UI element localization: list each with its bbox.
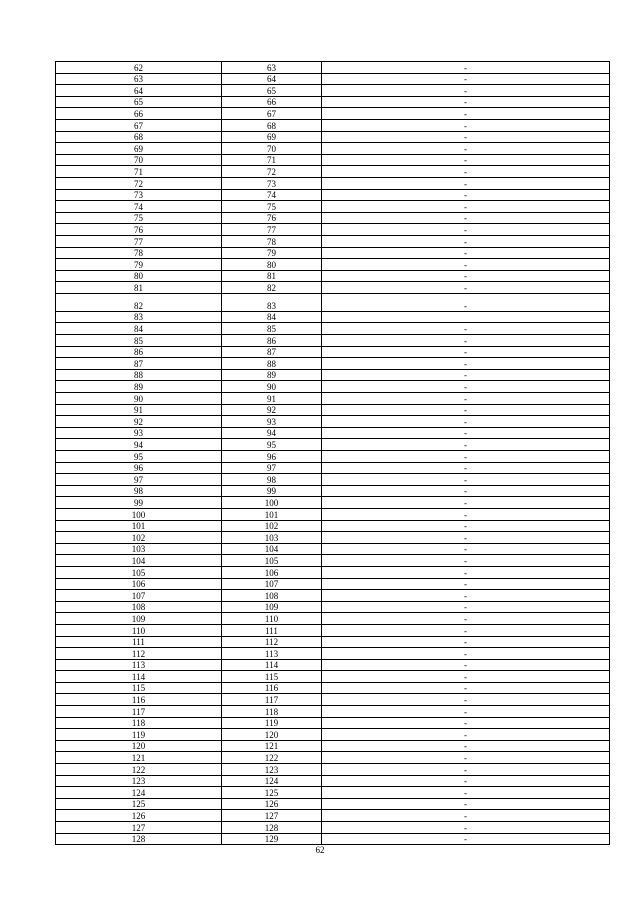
table-row	[56, 601, 610, 613]
table-cell: 91	[222, 393, 322, 405]
table-row	[56, 212, 610, 224]
table-cell: 95	[222, 439, 322, 451]
table-row	[56, 335, 610, 347]
table-cell: 118	[56, 717, 222, 729]
table-cell: 119	[56, 729, 222, 741]
table-row	[56, 624, 610, 636]
table-cell: 68	[56, 131, 222, 143]
table-cell: -	[322, 671, 610, 683]
table-row	[56, 166, 610, 178]
table-cell: 80	[56, 270, 222, 282]
table-cell: -	[322, 474, 610, 486]
table-cell: 87	[222, 346, 322, 358]
table-cell: 82	[222, 282, 322, 294]
table-cell: -	[322, 323, 610, 335]
table-cell: 98	[56, 485, 222, 497]
table-cell: -	[322, 439, 610, 451]
table-row	[56, 659, 610, 671]
table-cell: -	[322, 694, 610, 706]
table-cell: 124	[222, 775, 322, 787]
table-cell: -	[322, 96, 610, 108]
table-cell: 75	[222, 201, 322, 213]
table-cell: -	[322, 85, 610, 97]
table-cell: 95	[56, 451, 222, 463]
table-row	[56, 358, 610, 370]
table-cell: 125	[56, 798, 222, 810]
table-cell: 121	[222, 740, 322, 752]
table-cell: 65	[56, 96, 222, 108]
table-cell: -	[322, 648, 610, 660]
table-cell: -	[322, 119, 610, 131]
table-row	[56, 543, 610, 555]
table-cell: 64	[56, 85, 222, 97]
table-cell: 125	[222, 787, 322, 799]
table-row	[56, 143, 610, 155]
table-cell: 82	[56, 293, 222, 311]
table-row	[56, 235, 610, 247]
table-cell: 90	[222, 381, 322, 393]
table-cell: 126	[222, 798, 322, 810]
table-cell: 74	[222, 189, 322, 201]
table-cell: 124	[56, 787, 222, 799]
table-row	[56, 497, 610, 509]
table-row	[56, 73, 610, 85]
table-cell: -	[322, 427, 610, 439]
table-row	[56, 694, 610, 706]
table-row	[56, 775, 610, 787]
table-cell: 78	[56, 247, 222, 259]
table-cell: -	[322, 224, 610, 236]
table-cell: -	[322, 729, 610, 741]
table-cell: -	[322, 73, 610, 85]
table-cell: 84	[56, 323, 222, 335]
table-cell: 84	[222, 311, 322, 323]
table-cell: 86	[222, 335, 322, 347]
table-cell: 114	[222, 659, 322, 671]
table-cell: 109	[56, 613, 222, 625]
table-row	[56, 508, 610, 520]
table-cell: 91	[56, 404, 222, 416]
table-cell: -	[322, 659, 610, 671]
table-cell: 87	[56, 358, 222, 370]
table-cell: -	[322, 131, 610, 143]
table-cell: -	[322, 166, 610, 178]
table-cell: 106	[222, 566, 322, 578]
table-cell: 93	[56, 427, 222, 439]
table-cell: 68	[222, 119, 322, 131]
table-cell: 113	[56, 659, 222, 671]
table-cell: 102	[222, 520, 322, 532]
table-cell: -	[322, 775, 610, 787]
table-cell: -	[322, 601, 610, 613]
table-cell: 69	[56, 143, 222, 155]
table-cell: 115	[222, 671, 322, 683]
table-cell: 101	[56, 520, 222, 532]
table-row	[56, 752, 610, 764]
table-cell: 114	[56, 671, 222, 683]
table-cell: -	[322, 62, 610, 74]
table-cell: 110	[222, 613, 322, 625]
table-cell: 117	[222, 694, 322, 706]
table-cell: -	[322, 717, 610, 729]
table-cell: -	[322, 335, 610, 347]
table-cell: -	[322, 822, 610, 834]
table-cell: 74	[56, 201, 222, 213]
table-cell: 110	[56, 624, 222, 636]
table-row	[56, 740, 610, 752]
table-cell: -	[322, 485, 610, 497]
table-cell: -	[322, 613, 610, 625]
table-cell: -	[322, 636, 610, 648]
table-row	[56, 85, 610, 97]
table-cell: 67	[222, 108, 322, 120]
table-cell: -	[322, 235, 610, 247]
table-cell: -	[322, 590, 610, 602]
table-cell: -	[322, 358, 610, 370]
table-row	[56, 810, 610, 822]
table-row	[56, 154, 610, 166]
table-cell: -	[322, 189, 610, 201]
table-row	[56, 520, 610, 532]
table-cell: 108	[222, 590, 322, 602]
table-cell: 85	[222, 323, 322, 335]
table-row	[56, 270, 610, 282]
table-row	[56, 293, 610, 311]
table-cell: 120	[56, 740, 222, 752]
table-cell: 127	[222, 810, 322, 822]
table-cell: 122	[222, 752, 322, 764]
table-cell: 103	[222, 532, 322, 544]
table-cell: 111	[56, 636, 222, 648]
table-cell: -	[322, 143, 610, 155]
table-row	[56, 706, 610, 718]
table-row	[56, 369, 610, 381]
table-cell: 104	[56, 555, 222, 567]
table-cell: -	[322, 154, 610, 166]
table-cell: 112	[222, 636, 322, 648]
table-cell: 85	[56, 335, 222, 347]
table-cell: 62	[56, 62, 222, 74]
table-cell: -	[322, 393, 610, 405]
table-cell: -	[322, 764, 610, 776]
table-cell: 90	[56, 393, 222, 405]
table-row	[56, 729, 610, 741]
table-cell: -	[322, 247, 610, 259]
table-cell: 99	[222, 485, 322, 497]
table-cell: -	[322, 282, 610, 294]
table-cell: 81	[222, 270, 322, 282]
table-row	[56, 189, 610, 201]
table-row	[56, 764, 610, 776]
table-cell: 73	[56, 189, 222, 201]
table-cell: 122	[56, 764, 222, 776]
table-cell: 63	[56, 73, 222, 85]
table-cell: -	[322, 259, 610, 271]
table-cell: -	[322, 833, 610, 845]
table-cell: -	[322, 108, 610, 120]
table-row	[56, 96, 610, 108]
table-cell: 129	[222, 833, 322, 845]
table-row	[56, 108, 610, 120]
table-row	[56, 416, 610, 428]
table-row	[56, 346, 610, 358]
table-cell: 77	[222, 224, 322, 236]
table-cell: -	[322, 566, 610, 578]
table-row	[56, 381, 610, 393]
table-cell: 118	[222, 706, 322, 718]
table-cell: -	[322, 462, 610, 474]
table-cell: 99	[56, 497, 222, 509]
table-row	[56, 566, 610, 578]
table-cell: 64	[222, 73, 322, 85]
table-cell: 115	[56, 682, 222, 694]
table-body	[56, 62, 610, 845]
table-cell: 69	[222, 131, 322, 143]
table-cell: 92	[56, 416, 222, 428]
table-cell: 107	[222, 578, 322, 590]
table-cell: 66	[56, 108, 222, 120]
table-cell: 109	[222, 601, 322, 613]
table-row	[56, 648, 610, 660]
table-cell: 117	[56, 706, 222, 718]
table-row	[56, 439, 610, 451]
table-cell: -	[322, 752, 610, 764]
table-row	[56, 177, 610, 189]
table-row	[56, 119, 610, 131]
table-cell: 76	[222, 212, 322, 224]
table-cell: -	[322, 451, 610, 463]
table-row	[56, 578, 610, 590]
table-cell: 86	[56, 346, 222, 358]
table-cell: 107	[56, 590, 222, 602]
table-row	[56, 62, 610, 74]
table-cell: 79	[56, 259, 222, 271]
table-cell: 106	[56, 578, 222, 590]
table-row	[56, 474, 610, 486]
table-cell: -	[322, 369, 610, 381]
table-row	[56, 485, 610, 497]
table-cell: 76	[56, 224, 222, 236]
table-cell: -	[322, 555, 610, 567]
table-cell: 89	[222, 369, 322, 381]
table-cell: 83	[222, 293, 322, 311]
table-cell: 97	[56, 474, 222, 486]
table-row	[56, 247, 610, 259]
table-cell: -	[322, 520, 610, 532]
table-cell: -	[322, 201, 610, 213]
table-row	[56, 636, 610, 648]
table-cell: 121	[56, 752, 222, 764]
table-cell: 97	[222, 462, 322, 474]
table-cell: 88	[222, 358, 322, 370]
table-row	[56, 427, 610, 439]
table-cell: 116	[56, 694, 222, 706]
table-cell: -	[322, 346, 610, 358]
table-row	[56, 555, 610, 567]
table-cell: 78	[222, 235, 322, 247]
table-cell: 94	[56, 439, 222, 451]
table-cell: 128	[56, 833, 222, 845]
table-row	[56, 717, 610, 729]
table-cell	[322, 311, 610, 323]
table-cell: 65	[222, 85, 322, 97]
table-cell: 104	[222, 543, 322, 555]
table-cell: 71	[222, 154, 322, 166]
table-cell: 96	[56, 462, 222, 474]
table-row	[56, 822, 610, 834]
table-cell: 71	[56, 166, 222, 178]
table-cell: 113	[222, 648, 322, 660]
table-cell: 116	[222, 682, 322, 694]
table-cell: 105	[222, 555, 322, 567]
table-cell: 70	[222, 143, 322, 155]
table-cell: 120	[222, 729, 322, 741]
table-cell: 105	[56, 566, 222, 578]
table-cell: -	[322, 508, 610, 520]
table-cell: -	[322, 381, 610, 393]
table-row	[56, 311, 610, 323]
table-row	[56, 451, 610, 463]
table-cell: -	[322, 810, 610, 822]
table-cell: 67	[56, 119, 222, 131]
table-row	[56, 787, 610, 799]
table-cell: 96	[222, 451, 322, 463]
table-cell: 108	[56, 601, 222, 613]
table-cell: -	[322, 578, 610, 590]
table-cell: 119	[222, 717, 322, 729]
table-cell: 72	[222, 166, 322, 178]
table-cell: 81	[56, 282, 222, 294]
table-row	[56, 323, 610, 335]
table-cell: 63	[222, 62, 322, 74]
table-cell: 102	[56, 532, 222, 544]
table-cell: 73	[222, 177, 322, 189]
table-cell: 100	[222, 497, 322, 509]
table-cell: -	[322, 682, 610, 694]
page-number: 62	[315, 845, 325, 855]
table-cell: 111	[222, 624, 322, 636]
table-row	[56, 671, 610, 683]
table-row	[56, 131, 610, 143]
table-cell: 123	[222, 764, 322, 776]
table-cell: -	[322, 532, 610, 544]
table-row	[56, 282, 610, 294]
table-cell: 93	[222, 416, 322, 428]
table-cell: 88	[56, 369, 222, 381]
table-row	[56, 613, 610, 625]
table-cell: 94	[222, 427, 322, 439]
table-cell: -	[322, 416, 610, 428]
table-row	[56, 590, 610, 602]
table-cell: -	[322, 624, 610, 636]
table-cell: 98	[222, 474, 322, 486]
table-cell: 128	[222, 822, 322, 834]
table-cell: -	[322, 293, 610, 311]
table-cell: -	[322, 212, 610, 224]
table-cell: 92	[222, 404, 322, 416]
table-cell: 75	[56, 212, 222, 224]
table-row	[56, 259, 610, 271]
table-cell: 123	[56, 775, 222, 787]
table-row	[56, 224, 610, 236]
data-table	[55, 61, 610, 845]
table-row	[56, 798, 610, 810]
table-row	[56, 393, 610, 405]
table-row	[56, 462, 610, 474]
table-cell: -	[322, 497, 610, 509]
table-cell: 79	[222, 247, 322, 259]
table-row	[56, 682, 610, 694]
table-cell: -	[322, 270, 610, 282]
table-cell: -	[322, 404, 610, 416]
table-row	[56, 404, 610, 416]
table-cell: -	[322, 177, 610, 189]
table-cell: 103	[56, 543, 222, 555]
table-cell: 100	[56, 508, 222, 520]
table-cell: 126	[56, 810, 222, 822]
table-cell: 83	[56, 311, 222, 323]
table-cell: 112	[56, 648, 222, 660]
table-cell: 70	[56, 154, 222, 166]
table-cell: 80	[222, 259, 322, 271]
table-cell: 127	[56, 822, 222, 834]
table-row	[56, 532, 610, 544]
table-cell: -	[322, 706, 610, 718]
table-row	[56, 201, 610, 213]
table-cell: -	[322, 798, 610, 810]
table-cell: -	[322, 740, 610, 752]
table-cell: -	[322, 787, 610, 799]
table-cell: 77	[56, 235, 222, 247]
table-cell: -	[322, 543, 610, 555]
table-cell: 72	[56, 177, 222, 189]
table-cell: 66	[222, 96, 322, 108]
table-cell: 101	[222, 508, 322, 520]
table-row	[56, 833, 610, 845]
table-cell: 89	[56, 381, 222, 393]
